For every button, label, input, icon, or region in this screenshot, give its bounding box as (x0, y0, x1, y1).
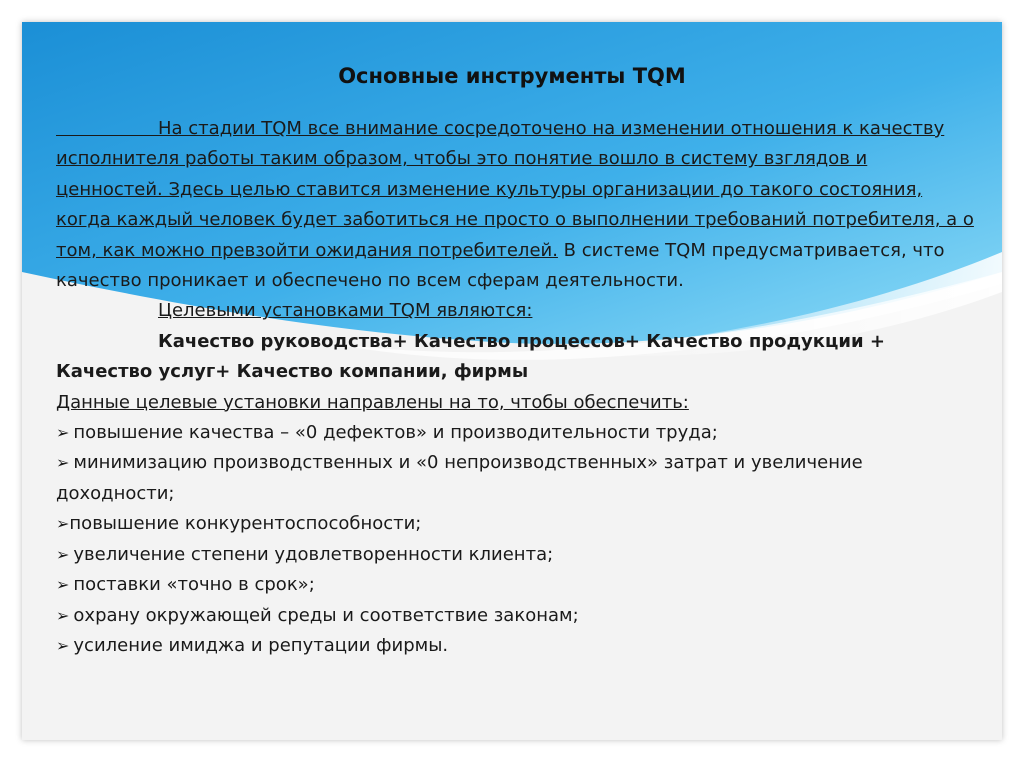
list-item (56, 418, 976, 448)
slide-title: Основные инструменты TQM (338, 64, 686, 88)
arrow-bullet-icon: ➢ (56, 423, 70, 443)
arrow-bullet-icon: ➢ (56, 514, 70, 534)
bullet-text: минимизацию производственных и «0 непроизводственных» затрат и увеличение доходности; (56, 452, 863, 504)
slide (22, 22, 1002, 740)
targets-bold-text: Качество руководства+ Качество процессов+ Качество продукции + Качество услуг+ Качество компании, фирмы (56, 330, 885, 383)
arrow-bullet-icon: ➢ (56, 453, 70, 473)
indent-rule (56, 117, 158, 136)
list-item (56, 631, 976, 661)
bullet-text: повышение конкурентоспособности; (69, 513, 422, 535)
targets-heading: Целевыми установками TQM являются: (158, 300, 533, 322)
list-item (56, 570, 976, 600)
list-item (56, 540, 976, 570)
bullet-text: охрану окружающей среды и соответствие законам; (73, 604, 579, 626)
list-item (56, 601, 976, 631)
aims-heading: Данные целевые установки направлены на то, чтобы обеспечить: (56, 391, 689, 413)
targets-list (56, 327, 976, 388)
arrow-bullet-icon: ➢ (56, 575, 70, 595)
arrow-bullet-icon: ➢ (56, 635, 70, 655)
bullet-text: повышение качества – «0 дефектов» и производительности труда; (73, 422, 718, 444)
list-item (56, 448, 976, 509)
bullet-text: увеличение степени удовлетворенности клиента; (73, 543, 554, 565)
intro-rest-text: В системе TQM предусматривается, что качество проникает и обеспечено по всем сферам деятельности. (56, 239, 945, 292)
arrow-bullet-icon: ➢ (56, 605, 70, 625)
bullet-text: поставки «точно в срок»; (73, 574, 315, 596)
aims-bullet-list (56, 418, 976, 661)
list-item (56, 509, 976, 539)
slide-body (56, 114, 976, 661)
bullet-text: усиление имиджа и репутации фирмы. (73, 634, 449, 656)
intro-paragraph (56, 114, 976, 296)
intro-underlined-text: На стадии TQM все внимание сосредоточено на изменении отношения к качеству исполнителя работы таким образом, чтобы это понятие вошло в систему взглядов и ценностей. Здесь целью ставится изменение культуры организации до такого состояния, когда каждый человек будет заботиться не просто о выполнении требований потребителя, а о том, как можно превзойти ожидания потребителей. (56, 118, 974, 261)
arrow-bullet-icon: ➢ (56, 544, 70, 564)
